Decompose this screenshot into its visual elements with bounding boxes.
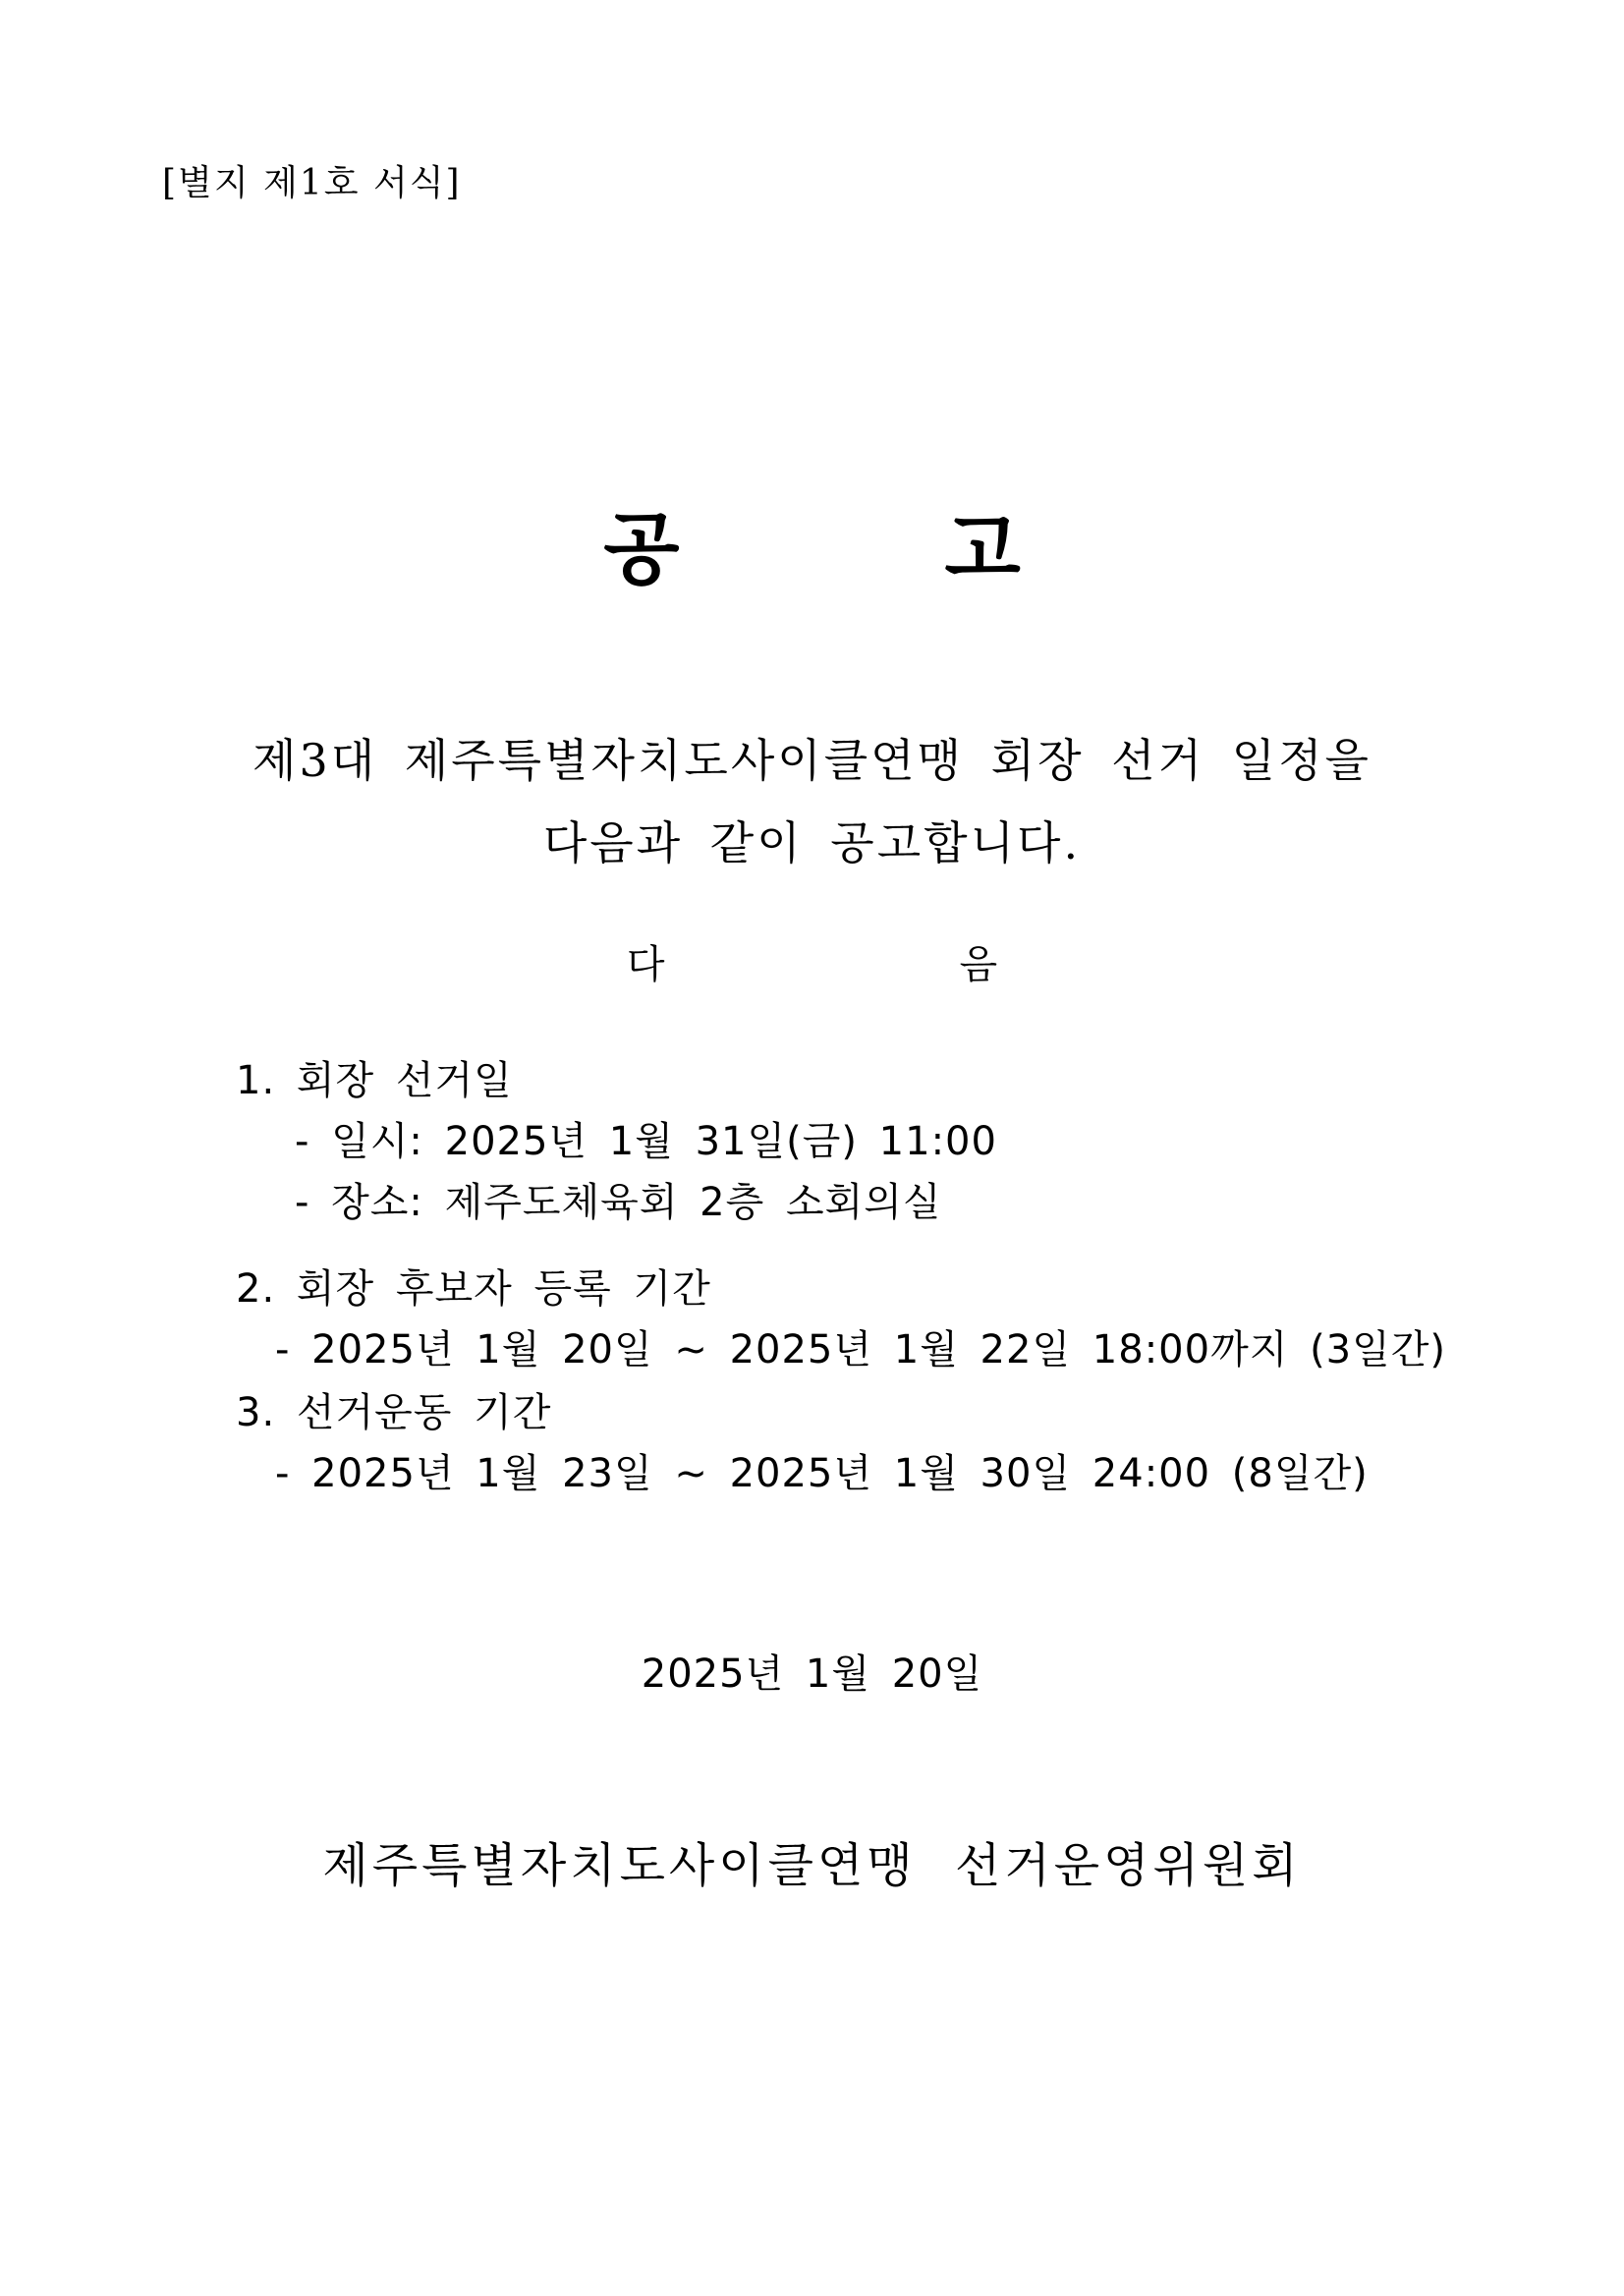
intro-line-2: 다음과 같이 공고합니다. (542, 816, 1082, 869)
item-1-detail-datetime: - 일시: 2025년 1월 31일(금) 11:00 (295, 1119, 997, 1164)
item-1-heading: 1. 회장 선거일 (236, 1058, 513, 1103)
intro-paragraph (0, 719, 1624, 884)
issuer-name: 제주특별자치도사이클연맹 선거운영위원회 (322, 1838, 1302, 1893)
item-2-detail-period: - 2025년 1월 20일 ~ 2025년 1월 22일 18:00까지 (3일간) (275, 1327, 1447, 1372)
intro-line-1: 제3대 제주특별자치도사이클연맹 회장 선거 일정을 (252, 734, 1372, 787)
page-title: 공고 (603, 503, 1286, 595)
item-3-heading: 3. 선거운동 기간 (236, 1390, 552, 1435)
item-3-detail-period: - 2025년 1월 23일 ~ 2025년 1월 30일 24:00 (8일간) (275, 1451, 1369, 1496)
item-1-detail-location: - 장소: 제주도체육회 2층 소회의실 (295, 1180, 942, 1225)
notice-heading: 다음 (626, 942, 1293, 987)
form-label: [별지 제1호 서식] (162, 163, 462, 203)
notice-date: 2025년 1월 20일 (641, 1652, 983, 1697)
item-2-heading: 2. 회장 후보자 등록 기간 (236, 1266, 711, 1312)
